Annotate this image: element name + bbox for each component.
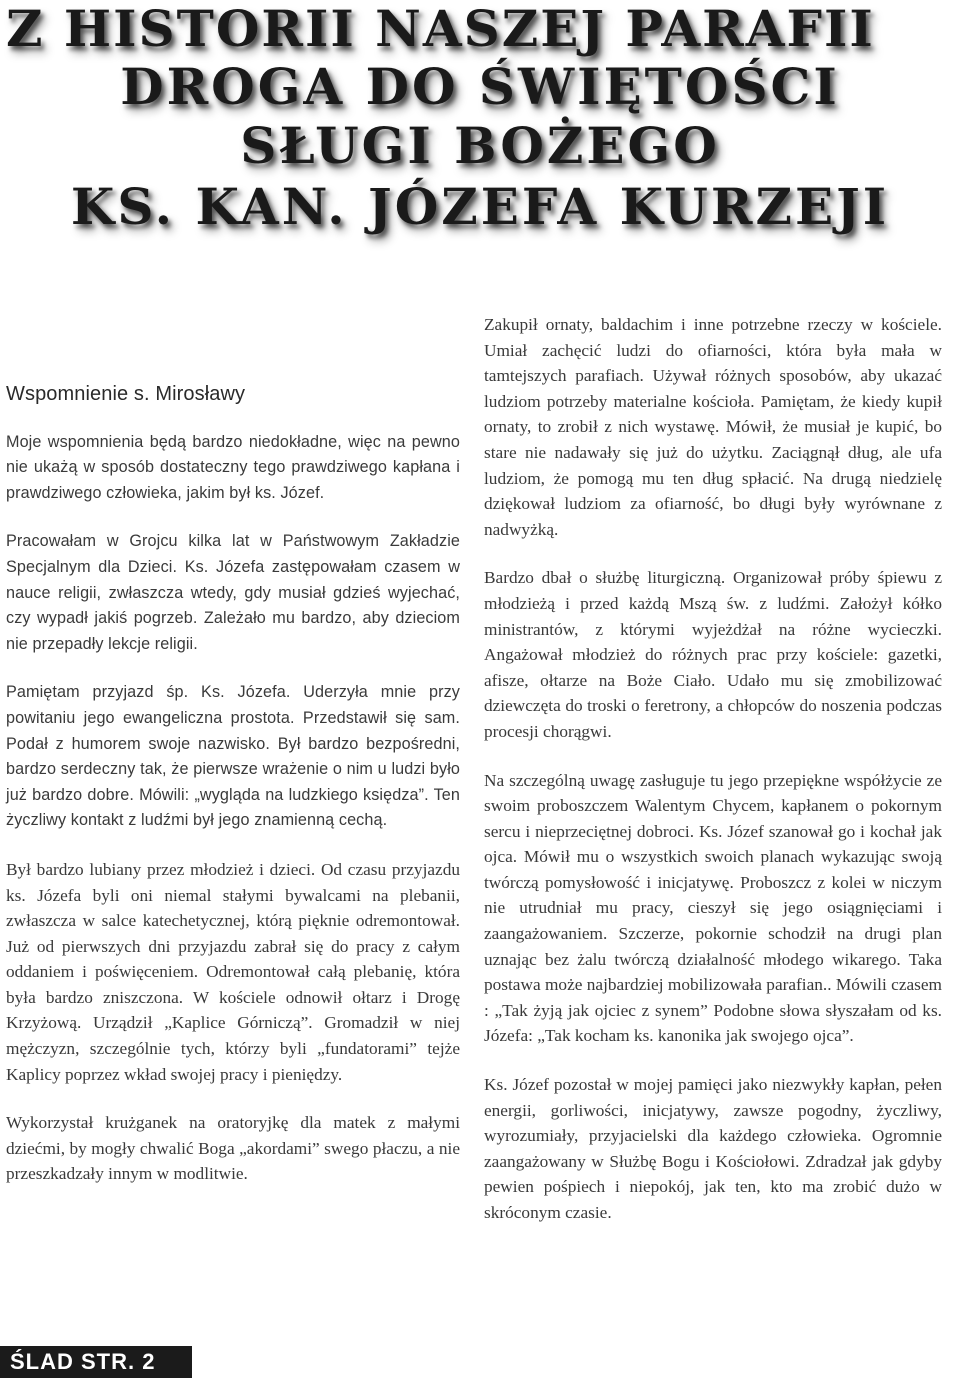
title-line-1: Z HISTORII NASZEJ PARAFII — [6, 0, 875, 58]
left-column — [6, 382, 460, 1210]
section-heading: Wspomnienie s. Mirosławy — [6, 383, 246, 405]
paragraph: Zakupił ornaty, baldachim i inne potrzebne rzeczy w kościele. Umiał zachęcić ludzi do ofiarności, która była mała w tamtejszych parafiach. Używał różnych sposobów, aby ukazać ludziom potrzeby materialne kościoła. Pamiętam, że kiedy kupił ornaty, to zrobił z nich wystawę. Mówił, że musiał je kupić, bo stare nie nadawały się już do użytku. Zaciągnął dług, ale ufa ludziom, że pomogą mu ten dług spłacić. Na drugą niedzielę dziękował ludziom za ofiarność, bo długi były wyrównane z nadwyżką. — [484, 315, 942, 539]
paragraph: Na szczególną uwagę zasługuje tu jego przepiękne współżycie ze swoim proboszczem Walentym Chycem, kapłanem o pokornym sercu i nieprzeciętnej dobroci. Ks. Józef szanował go i kochał jak ojca. Mówił mu o wszystkich swoich planach wykazując swoją twórczą pomysłowość i inicjatywę. Proboszcz z kolei w niczym nie utrudniał mu pracy, cieszył się jego osiągnięciami i zaangażowaniem. Szczerze, pokornie schodził na drugi plan uznając bez żalu twórczą działalność młodego wikarego. Taka postawa może najbardziej mobilizowała parafian.. Mówili czasem : „Tak żyją jak ojciec z synem” Podobne słowa słyszałam od ks. Józefa: „Tak kocham ks. kanonika jak swojego ojca”. — [484, 770, 942, 1046]
paragraph: Pamiętam przyjazd śp. Ks. Józefa. Uderzyła mnie przy powitaniu jego ewangeliczna prostota. Przedstawił się sam. Podał z humorem swoje nazwisko. Był bardzo bezpośredni, bardzo serdeczny tak, że pierwsze wrażenie o nim u ludzi było już bardzo dobre. Mówili: „wygląda na ludzkiego księdza”. Ten życzliwy kontakt z ludźmi był jego znamienną cechą. — [6, 683, 460, 830]
paragraph: Ks. Józef pozostał w mojej pamięci jako niezwykły kapłan, pełen energii, gorliwości, inicjatywy, zawsze pogodny, życzliwy, wyrozumiały, przyjacielski dla każdego człowieka. Ogromnie zaangażowany w Służbę Bogu i Kościołowi. Zdradzał jak gdyby pewien pośpiech i niepokój, jak ten, kto ma zrobić dużo w skróconym czasie. — [484, 1075, 942, 1222]
paragraph: Pracowałam w Grojcu kilka lat w Państwowym Zakładzie Specjalnym dla Dzieci. Ks. Józefa zastępowałam czasem w nauce religii, zwłaszcza wtedy, gdy musiał gdzieś wyjechać, czy wypadł jakiś pogrzeb. Zależało mu bardzo, aby dzieciom nie przepadły lekcje religii. — [6, 532, 460, 653]
paragraph: Wykorzystał krużganek na oratoryjkę dla matek z małymi dziećmi, by mogły chwalić Boga „akordami” swego płaczu, a nie przeszkadzały innym w modlitwie. — [6, 1113, 460, 1184]
article-title — [0, 0, 960, 235]
title-line-2: DROGA DO ŚWIĘTOŚCI — [120, 57, 840, 116]
title-line-4: KS. KAN. JÓZEFA KURZEJI — [70, 177, 890, 236]
paragraph: Bardzo dbał o służbę liturgiczną. Organizował próby śpiewu z młodzieżą i przed każdą Mszą św. z ludźmi. Założył kółko ministrantów, z którymi wyjeżdżał na różne wycieczki. Angażował młodzież do różnych prac przy kościele: gazetki, afisze, ołtarze na Boże Ciało. Udało mu się zmobilizować dziewczęta do troski o feretrony, a chłopców do noszenia podczas procesji chorągwi. — [484, 568, 942, 741]
page-footer-label: ŚLAD STR. 2 — [0, 1346, 192, 1378]
title-line-3: SŁUGI BOŻEGO — [240, 116, 720, 175]
paragraph: Był bardzo lubiany przez młodzież i dzieci. Od czasu przyjazdu ks. Józefa byli oni niemal stałymi bywalcami na plebanii, zwłaszcza w salce katechetycznej, którą pięknie odremontował. Już od pierwszych dni przyjazdu zabrał się do pracy z całym oddaniem i poświęceniem. Odremontował całą plebanię, która była bardzo zniszczona. W kościele odnowił ołtarz i Drogę Krzyżową. Urządził „Kaplice Górniczą”. Gromadził w niej mężczyzn, szczególnie tych, którzy byli „fundatorami” tejże Kaplicy poprzez wkład swojej pracy i pieniędzy. — [6, 859, 460, 1084]
paragraph: Moje wspomnienia będą bardzo niedokładne, więc na pewno nie ukażą w sposób dostateczny tego prawdziwego kapłana i prawdziwego człowieka, jakim był ks. Józef. — [6, 432, 460, 502]
right-column — [484, 312, 942, 1249]
